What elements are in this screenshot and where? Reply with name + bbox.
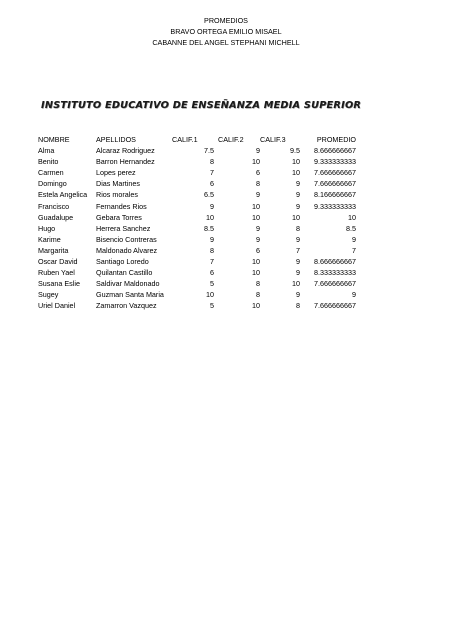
table-header-row <box>38 134 356 145</box>
cell-promedio: 9.333333333 <box>314 201 356 211</box>
cell-apellidos: Gebara Torres <box>96 212 142 222</box>
cell-promedio: 7 <box>352 245 356 255</box>
cell-nombre: Oscar David <box>38 257 78 267</box>
institute-title: INSTITUTO EDUCATIVO DE ENSEÑANZA MEDIA SUPERIOR <box>41 100 362 111</box>
cell-calif2: 6 <box>256 245 260 255</box>
cell-calif1: 5 <box>210 301 214 311</box>
cell-calif2: 6 <box>256 168 260 178</box>
cell-calif1: 6 <box>210 268 214 278</box>
table-row <box>38 201 356 212</box>
column-header-calif3: CALIF.3 <box>260 135 286 144</box>
cell-calif1: 6.5 <box>204 190 214 200</box>
cell-nombre: Domingo <box>38 179 67 189</box>
cell-calif2: 9 <box>256 223 260 233</box>
table-row <box>38 234 356 245</box>
table-row <box>38 300 356 311</box>
cell-apellidos: Herrera Sanchez <box>96 223 151 233</box>
cell-calif2: 8 <box>256 279 260 289</box>
cell-promedio: 7.666666667 <box>314 301 356 311</box>
cell-calif3: 9.5 <box>290 146 300 156</box>
table-row <box>38 245 356 256</box>
cell-calif1: 10 <box>206 212 214 222</box>
cell-calif2: 8 <box>256 179 260 189</box>
cell-calif2: 9 <box>256 190 260 200</box>
cell-promedio: 9.333333333 <box>314 157 356 167</box>
cell-calif1: 8 <box>210 157 214 167</box>
grades-table <box>38 134 356 312</box>
header-author-2: CABANNE DEL ANGEL STEPHANI MICHELL <box>152 38 300 47</box>
cell-nombre: Hugo <box>38 223 56 233</box>
cell-apellidos: Quilantan Castillo <box>96 268 153 278</box>
cell-calif2: 10 <box>252 268 260 278</box>
cell-calif1: 9 <box>210 234 214 244</box>
cell-calif1: 8.5 <box>204 223 214 233</box>
cell-promedio: 8.166666667 <box>314 190 356 200</box>
cell-promedio: 9 <box>352 234 356 244</box>
table-row <box>38 156 356 167</box>
cell-calif1: 5 <box>210 279 214 289</box>
cell-calif1: 9 <box>210 201 214 211</box>
cell-nombre: Estela Angelica <box>38 190 88 200</box>
table-body <box>38 145 356 311</box>
cell-calif2: 10 <box>252 212 260 222</box>
cell-nombre: Uriel Daniel <box>38 301 76 311</box>
cell-calif3: 9 <box>296 179 300 189</box>
header-title: PROMEDIOS <box>204 16 248 25</box>
table-row <box>38 278 356 289</box>
cell-promedio: 8.5 <box>346 223 356 233</box>
column-header-nombre: NOMBRE <box>38 135 70 144</box>
cell-calif2: 10 <box>252 301 260 311</box>
cell-apellidos: Barron Hernandez <box>96 157 155 167</box>
cell-apellidos: Bisencio Contreras <box>96 234 157 244</box>
cell-nombre: Karime <box>38 234 61 244</box>
column-header-apellidos: APELLIDOS <box>96 135 136 144</box>
table-row <box>38 212 356 223</box>
cell-promedio: 8.333333333 <box>314 268 356 278</box>
cell-calif3: 9 <box>296 234 300 244</box>
cell-calif1: 7.5 <box>204 146 214 156</box>
column-header-calif1: CALIF.1 <box>172 135 198 144</box>
column-header-calif2: CALIF.2 <box>218 135 244 144</box>
cell-apellidos: Santiago Loredo <box>96 257 149 267</box>
cell-calif3: 9 <box>296 290 300 300</box>
cell-calif2: 10 <box>252 157 260 167</box>
cell-apellidos: Lopes perez <box>96 168 136 178</box>
cell-calif1: 7 <box>210 257 214 267</box>
cell-calif3: 10 <box>292 279 300 289</box>
cell-apellidos: Alcaraz Rodriguez <box>96 146 155 156</box>
column-header-promedio: PROMEDIO <box>316 135 356 144</box>
cell-apellidos: Guzman Santa Maria <box>96 290 164 300</box>
cell-promedio: 8.666666667 <box>314 257 356 267</box>
cell-apellidos: Fernandes Rios <box>96 201 147 211</box>
cell-promedio: 7.666666667 <box>314 168 356 178</box>
cell-calif1: 6 <box>210 179 214 189</box>
cell-nombre: Francisco <box>38 201 70 211</box>
cell-nombre: Susana Eslie <box>38 279 80 289</box>
header-author-1: BRAVO ORTEGA EMILIO MISAEL <box>170 27 282 36</box>
cell-calif1: 8 <box>210 245 214 255</box>
table-row <box>38 167 356 178</box>
cell-promedio: 10 <box>348 212 356 222</box>
cell-calif3: 10 <box>292 212 300 222</box>
cell-calif2: 10 <box>252 257 260 267</box>
cell-calif2: 10 <box>252 201 260 211</box>
cell-promedio: 9 <box>352 290 356 300</box>
cell-calif3: 9 <box>296 201 300 211</box>
cell-calif3: 10 <box>292 168 300 178</box>
cell-calif2: 9 <box>256 234 260 244</box>
cell-calif3: 8 <box>296 301 300 311</box>
cell-calif1: 7 <box>210 168 214 178</box>
table-row <box>38 178 356 189</box>
cell-nombre: Benito <box>38 157 59 167</box>
cell-nombre: Sugey <box>38 290 59 300</box>
cell-calif2: 8 <box>256 290 260 300</box>
cell-nombre: Guadalupe <box>38 212 74 222</box>
cell-apellidos: Maldonado Alvarez <box>96 245 158 255</box>
table-row <box>38 189 356 200</box>
cell-apellidos: Saldivar Maldonado <box>96 279 160 289</box>
table-row <box>38 267 356 278</box>
cell-calif3: 9 <box>296 268 300 278</box>
cell-nombre: Ruben Yael <box>38 268 75 278</box>
cell-calif3: 7 <box>296 245 300 255</box>
cell-nombre: Carmen <box>38 168 64 178</box>
cell-promedio: 7.666666667 <box>314 179 356 189</box>
table-row <box>38 256 356 267</box>
cell-calif3: 9 <box>296 190 300 200</box>
cell-calif2: 9 <box>256 146 260 156</box>
table-row <box>38 223 356 234</box>
cell-apellidos: Zamarron Vazquez <box>96 301 157 311</box>
cell-calif3: 9 <box>296 257 300 267</box>
cell-apellidos: Rios morales <box>96 190 138 200</box>
table-row <box>38 145 356 156</box>
cell-calif3: 8 <box>296 223 300 233</box>
cell-nombre: Alma <box>38 146 55 156</box>
table-row <box>38 289 356 300</box>
cell-apellidos: Dias Martines <box>96 179 140 189</box>
cell-promedio: 7.666666667 <box>314 279 356 289</box>
cell-promedio: 8.666666667 <box>314 146 356 156</box>
cell-calif1: 10 <box>206 290 214 300</box>
document-header <box>0 15 452 48</box>
cell-nombre: Margarita <box>38 245 69 255</box>
cell-calif3: 10 <box>292 157 300 167</box>
